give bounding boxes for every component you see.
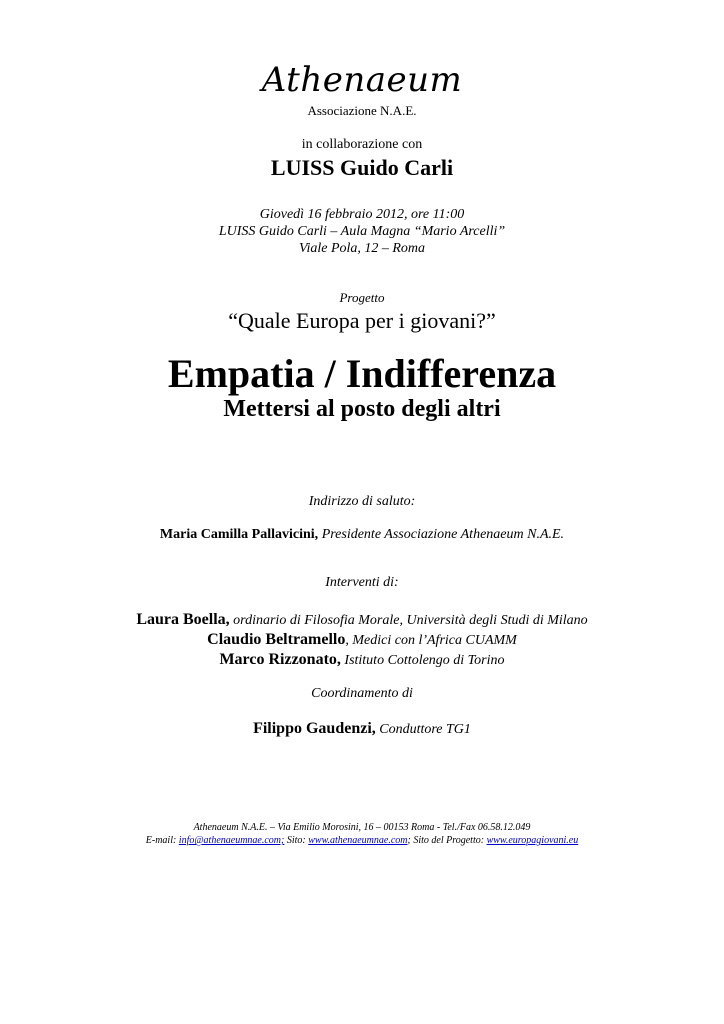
speaker-line (0, 631, 724, 649)
greeting-label: Indirizzo di saluto: (308, 494, 416, 509)
footer-address: Athenaeum N.A.E. – Via Emilio Morosini, 16 – 00153 Roma - Tel./Fax 06.58.12.049 (193, 822, 531, 833)
event-date: Giovedì 16 febbraio 2012, ore 11:00 (259, 207, 465, 222)
site-label: Sito: (284, 835, 309, 846)
greeting-name: Maria Camilla Pallavicini, (159, 527, 319, 542)
association-name: Associazione N.A.E. (307, 103, 417, 118)
speaker-name: Claudio Beltramello (207, 631, 346, 648)
project-title: “Quale Europa per i giovani?” (228, 308, 496, 333)
partner-name: LUISS Guido Carli (270, 155, 454, 180)
coordinator-name: Filippo Gaudenzi, (253, 720, 376, 737)
speaker-line (0, 611, 724, 629)
greeting-role: Presidente Associazione Athenaeum N.A.E. (318, 527, 565, 542)
coordination-line (0, 720, 724, 738)
email-link[interactable]: info@athenaeumnae.com; (178, 835, 285, 846)
subtitle: Mettersi al posto degli altri (223, 396, 501, 422)
coordinator-role: Conduttore TG1 (375, 722, 471, 737)
project-label: Progetto (339, 290, 385, 305)
speaker-role: , Medici con l’Africa CUAMM (345, 633, 517, 648)
event-venue: LUISS Guido Carli – Aula Magna “Mario Arcelli” (218, 224, 506, 239)
greeting-line (0, 527, 724, 543)
site-link[interactable]: www.athenaeumnae.com (308, 835, 408, 846)
event-address: Viale Pola, 12 – Roma (298, 241, 426, 256)
athenaeum-logo: Athenaeum (261, 60, 463, 100)
speaker-role: Istituto Cottolengo di Torino (340, 653, 505, 668)
project-site-link[interactable]: www.europagiovani.eu (486, 835, 579, 846)
collaboration-text: in collaborazione con (301, 137, 423, 152)
project-site-label: ; Sito del Progetto: (407, 835, 487, 846)
speaker-line (0, 651, 724, 669)
speakers-label: Interventi di: (325, 575, 399, 590)
speaker-name: Laura Boella, (136, 611, 230, 628)
footer-contacts (0, 835, 724, 846)
speaker-role: ordinario di Filosofia Morale, Università degli Studi di Milano (229, 613, 588, 628)
email-label: E-mail: (145, 835, 179, 846)
speaker-name: Marco Rizzonato, (219, 651, 341, 668)
main-title: Empatia / Indifferenza (167, 351, 557, 396)
coordination-label: Coordinamento di (311, 686, 413, 701)
